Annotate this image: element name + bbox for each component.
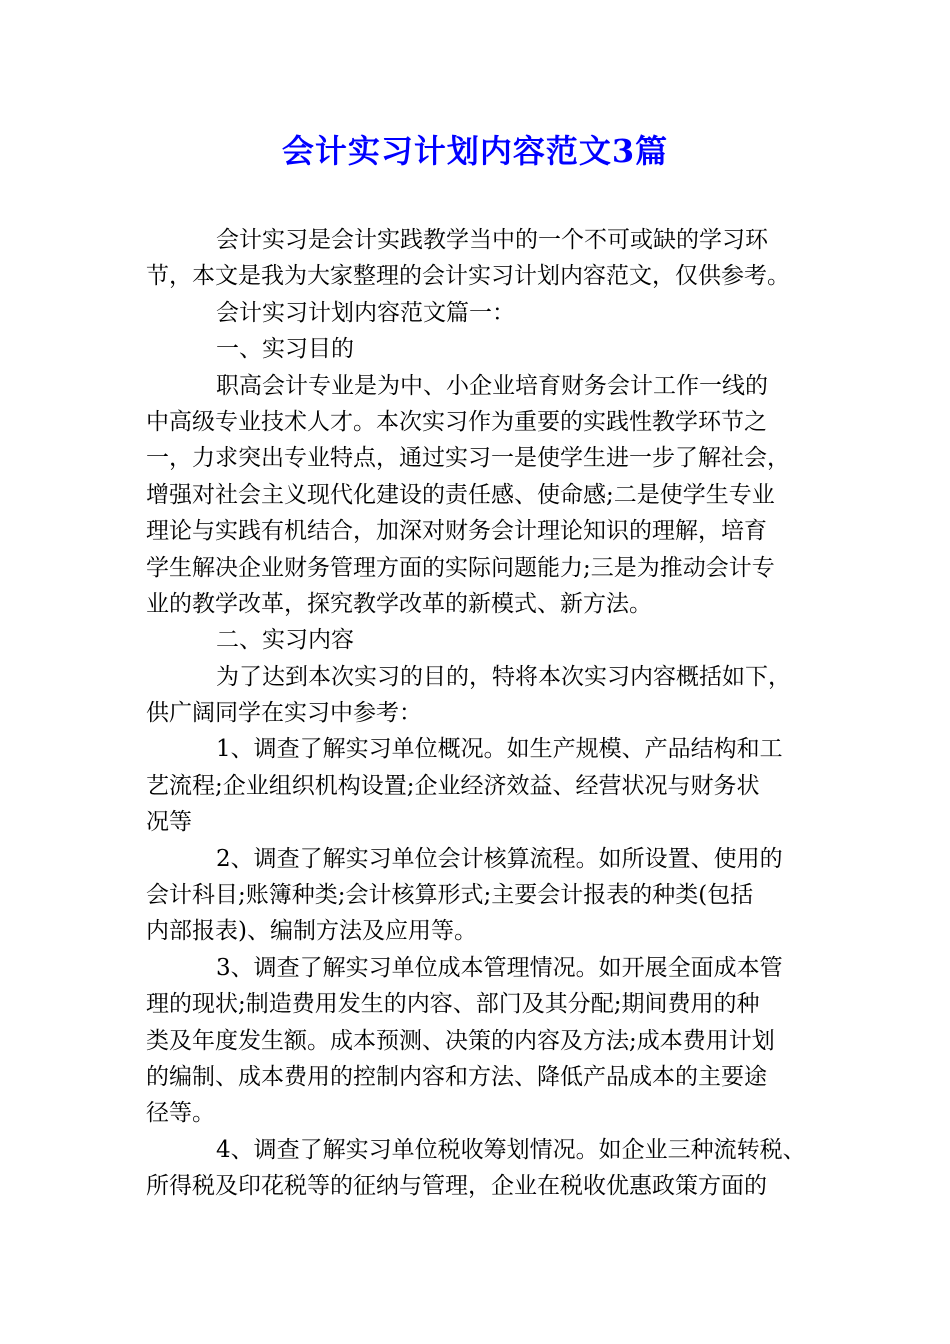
text-line: 职高会计专业是为中、小企业培育财务会计工作一线的 [216, 372, 768, 399]
section-heading: 二、实习内容 [216, 627, 354, 654]
section-heading: 一、实习目的 [216, 336, 354, 363]
list-item-line: 3、调查了解实习单位成本管理情况。如开展全面成本管 [216, 954, 783, 981]
text-line: 艺流程;企业组织机构设置;企业经济效益、经营状况与财务状 [146, 772, 760, 799]
text-line: 径等。 [146, 1100, 215, 1127]
document-title: 会计实习计划内容范文3篇 [281, 132, 669, 170]
text-line: 增强对社会主义现代化建设的责任感、使命感;二是使学生专业 [146, 481, 775, 508]
text-line: 业的教学改革，探究教学改革的新模式、新方法。 [146, 590, 652, 617]
list-item-line: 4、调查了解实习单位税收筹划情况。如企业三种流转税、 [216, 1136, 806, 1163]
document-body [146, 222, 810, 1205]
text-line: 学生解决企业财务管理方面的实际问题能力;三是为推动会计专 [146, 554, 775, 581]
text-line: 会计科目;账簿种类;会计核算形式;主要会计报表的种类(包括 [146, 882, 754, 909]
text-line: 理论与实践有机结合，加深对财务会计理论知识的理解，培育 [146, 518, 767, 545]
text-line: 中高级专业技术人才。本次实习作为重要的实践性教学环节之 [146, 408, 767, 435]
text-line: 况等 [146, 809, 192, 836]
text-line: 供广阔同学在实习中参考： [146, 700, 422, 727]
text-line: 会计实习计划内容范文篇一： [216, 299, 515, 326]
list-item-line: 2、调查了解实习单位会计核算流程。如所设置、使用的 [216, 845, 783, 872]
list-item-line: 1、调查了解实习单位概况。如生产规模、产品结构和工 [216, 736, 783, 763]
text-line: 的编制、成本费用的控制内容和方法、降低产品成本的主要途 [146, 1063, 767, 1090]
text-line: 理的现状;制造费用发生的内容、部门及其分配;期间费用的种 [146, 991, 760, 1018]
text-line: 类及年度发生额。成本预测、决策的内容及方法;成本费用计划 [146, 1027, 775, 1054]
text-line: 内部报表)、编制方法及应用等。 [146, 918, 477, 945]
text-line: 会计实习是会计实践教学当中的一个不可或缺的学习环 [216, 227, 768, 253]
text-line: 一，力求突出专业特点，通过实习一是使学生进一步了解社会， [146, 445, 790, 472]
text-line: 所得税及印花税等的征纳与管理，企业在税收优惠政策方面的 [146, 1173, 767, 1200]
text-line: 节，本文是我为大家整理的会计实习计划内容范文，仅供参考。 [146, 263, 790, 290]
text-line: 为了达到本次实习的目的，特将本次实习内容概括如下， [216, 663, 791, 690]
